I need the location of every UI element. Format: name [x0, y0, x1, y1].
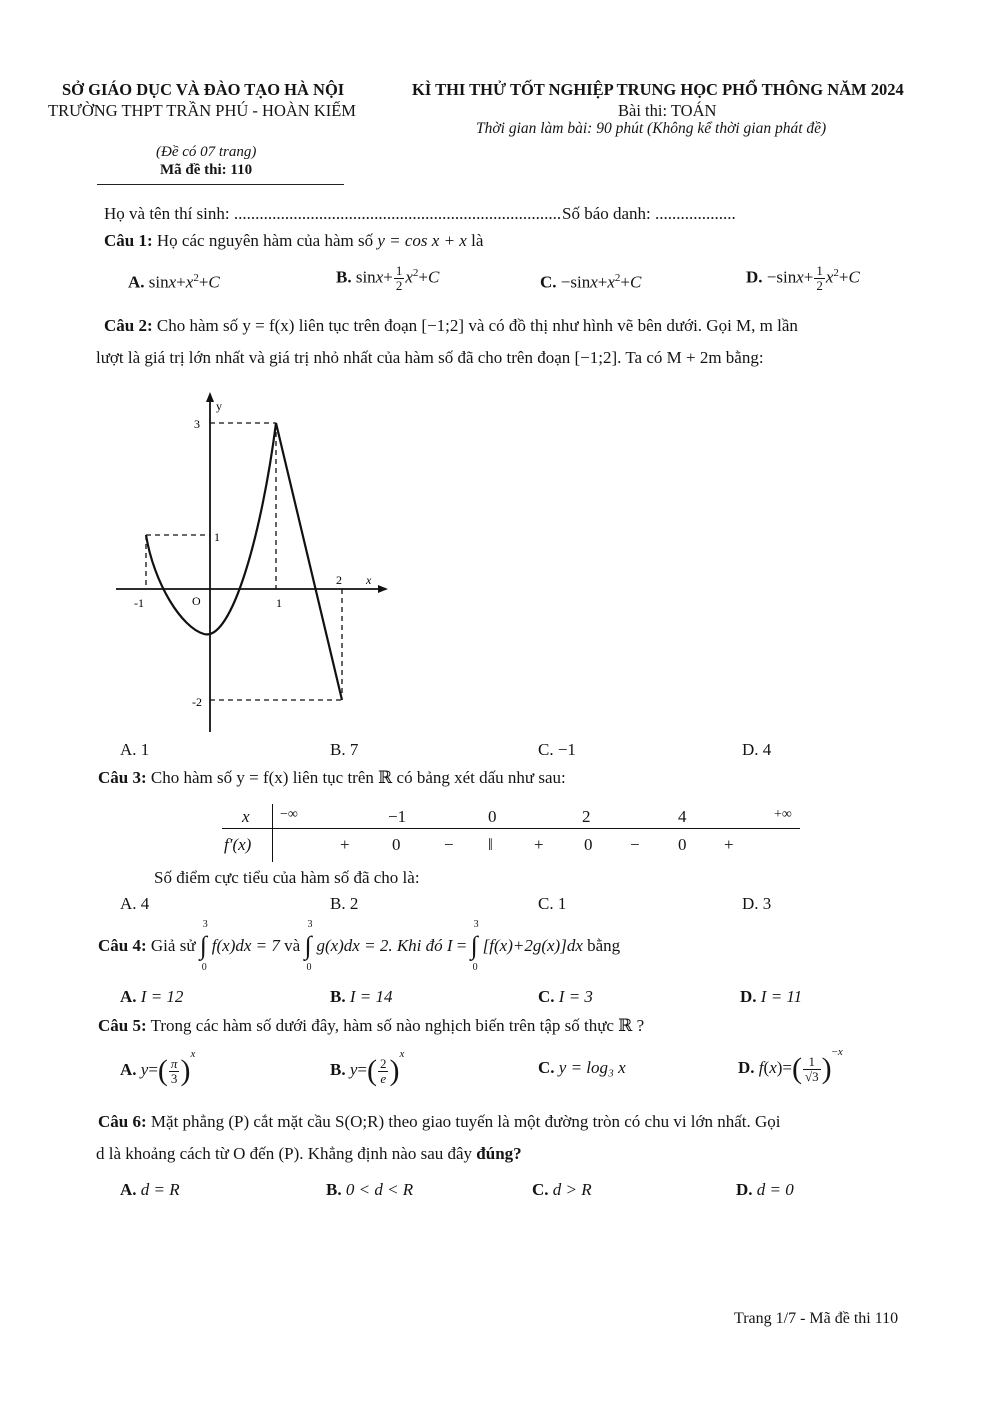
candidate-name-field: Họ và tên thí sinh: .............................................................................: [104, 204, 562, 223]
q1-tail: là: [471, 231, 484, 250]
x-point-4: 4: [678, 807, 687, 826]
sign-6: 0: [584, 835, 593, 854]
q5-option-a: A. y=( $\frac{\pi}{3}$ )$^x$: [120, 1048, 196, 1088]
q3-sign-table: [222, 804, 800, 864]
subject: Bài thi: TOÁN: [618, 101, 717, 120]
q2-option-b: B. 7: [330, 740, 359, 759]
table-vline: [272, 804, 273, 862]
y-label: y: [216, 399, 222, 413]
x-point-neg-inf: −∞: [280, 807, 298, 822]
q3-question: Số điểm cực tiểu của hàm số đã cho là:: [154, 868, 420, 887]
page-footer: Trang 1/7 - Mã đề thi 110: [734, 1310, 899, 1327]
sign-9: +: [724, 835, 734, 854]
y-axis-arrow: [206, 392, 214, 402]
q5-option-d: D. f(x)=( $\frac{1}{√3}$ )$^{-x}$: [738, 1046, 843, 1086]
q2-stem-line2: lượt là giá trị lớn nhất và giá trị nhỏ nhất của hàm số đã cho trên đoạn [−1;2]. Ta có M + 2m bằng:: [96, 348, 764, 367]
q2-function-graph: [110, 392, 390, 732]
tick-ym2: -2: [192, 695, 202, 709]
q6-option-a: A. d = R: [120, 1180, 180, 1199]
sign-1: +: [340, 835, 350, 854]
q6-option-b: B. 0 < d < R: [326, 1180, 414, 1199]
duration: Thời gian làm bài: 90 phút (Không kể thời gian phát đề): [476, 120, 827, 137]
sign-8: 0: [678, 835, 687, 854]
x-label: x: [366, 573, 372, 587]
q6-stem-line2: d là khoảng cách từ O đến (P). Khẳng định nào sau đây đúng?: [96, 1144, 522, 1163]
tick-x2: 2: [336, 573, 342, 587]
x-point-0: 0: [488, 807, 497, 826]
q4-stem: Câu 4: Giả sử ∫ 3 0 f(x)dx = 7 và ∫ 3 0 g(x)dx = 2. Khi đó I = ∫ 3 0 [f(x)+2g(x)]dx bằng: [98, 919, 621, 973]
q1-expr: y = cos x + x: [377, 231, 467, 250]
q5-stem: Câu 5: Trong các hàm số dưới đây, hàm số nào nghịch biến trên tập số thực ℝ ?: [98, 1016, 645, 1035]
q3-option-a: A. 4: [120, 894, 150, 913]
q6-option-c: C. d > R: [532, 1180, 592, 1199]
q2-option-c: C. −1: [538, 740, 576, 759]
origin-label: O: [192, 594, 201, 608]
q1-option-d: D. −sinx+ $\frac{1}{2}$ $x^2+C$: [746, 263, 860, 293]
q2-stem-line1: Câu 2: Cho hàm số y = f(x) liên tục trên đoạn [−1;2] và có đồ thị như hình vẽ bên dưới. Gọi M, m lần: [104, 316, 798, 335]
table-hline: [222, 828, 800, 829]
candidate-number-field: Số báo danh: ...................: [562, 204, 736, 223]
q4-option-c: C. I = 3: [538, 987, 593, 1006]
q1-label: Câu 1:: [104, 231, 153, 250]
sign-2: 0: [392, 835, 401, 854]
q1-stem: [104, 231, 483, 251]
q4-option-d: D. I = 11: [740, 987, 803, 1006]
x-point-pos-inf: +∞: [774, 807, 792, 822]
exam-code: Mã đề thi: 110: [160, 162, 253, 178]
department: SỞ GIÁO DỤC VÀ ĐÀO TẠO HÀ NỘI: [62, 80, 345, 99]
x-axis-arrow: [378, 585, 388, 593]
school: TRƯỜNG THPT TRẦN PHÚ - HOÀN KIẾM: [48, 101, 356, 120]
q1-option-a: A. $\sin x+x^2+C$: [128, 272, 220, 292]
q6-stem-line1: Câu 6: Mặt phẳng (P) cắt mặt cầu S(O;R) theo giao tuyến là một đường tròn có chu vi lớn nhất. Gọi: [98, 1112, 781, 1131]
sign-4: ‖: [488, 835, 493, 854]
header-rule: [97, 184, 344, 185]
exam-title: KÌ THI THỬ TỐT NGHIỆP TRUNG HỌC PHỔ THÔNG NĂM 2024: [412, 80, 904, 99]
function-curve: [146, 423, 342, 700]
q3-option-c: C. 1: [538, 894, 567, 913]
sign-3: −: [444, 835, 454, 854]
q1-option-b: B. sinx+ $\frac{1}{2}$ $x^2+C$: [336, 263, 440, 293]
x-point-m1: −1: [388, 807, 407, 826]
q5-option-c: C. y = log₃ x: [538, 1058, 626, 1077]
tick-xm1: -1: [134, 596, 144, 610]
page-count: (Đề có 07 trang): [156, 144, 257, 160]
x-point-2: 2: [582, 807, 591, 826]
q3-option-d: D. 3: [742, 894, 772, 913]
q6-option-d: D. d = 0: [736, 1180, 794, 1199]
q3-option-b: B. 2: [330, 894, 359, 913]
tick-y1: 1: [214, 530, 220, 544]
tick-x1: 1: [276, 596, 282, 610]
q3-stem: Câu 3: Cho hàm số y = f(x) liên tục trên ℝ có bảng xét dấu như sau:: [98, 768, 566, 787]
q1-option-c: C. $-\sin x+x^2+C$: [540, 272, 642, 292]
q4-option-a: A. I = 12: [120, 987, 184, 1006]
table-fx-header: f′(x): [224, 835, 252, 854]
q2-option-a: A. 1: [120, 740, 150, 759]
sign-7: −: [630, 835, 640, 854]
q2-option-d: D. 4: [742, 740, 772, 759]
q1-text: Họ các nguyên hàm của hàm số: [156, 231, 374, 250]
tick-y3: 3: [194, 417, 200, 431]
sign-5: +: [534, 835, 544, 854]
table-x-header: x: [242, 807, 250, 826]
q5-option-b: B. y=( $\frac{2}{e}$ )$^x$: [330, 1048, 405, 1088]
q4-option-b: B. I = 14: [330, 987, 393, 1006]
